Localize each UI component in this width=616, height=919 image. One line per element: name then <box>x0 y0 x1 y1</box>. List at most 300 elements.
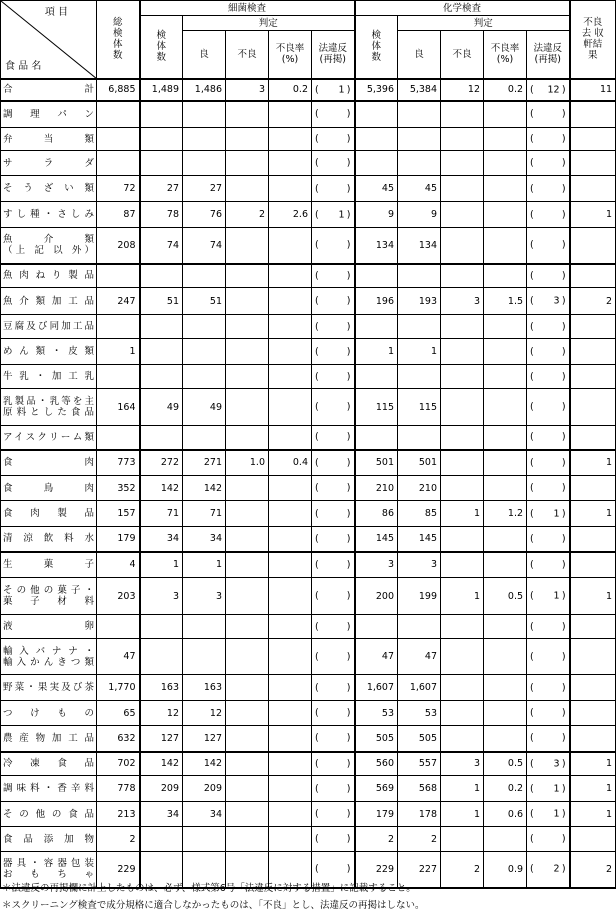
paren-close: ) <box>346 651 351 662</box>
paren-open: ( <box>530 863 534 875</box>
table-row <box>1 101 616 128</box>
c-n-cell: 501 <box>355 450 398 476</box>
c-rate-cell: 0.2 <box>484 776 527 802</box>
food-name: 魚介類加工品 <box>3 295 94 307</box>
b-good-cell: 142 <box>183 752 226 776</box>
paren-open: ( <box>530 651 534 662</box>
c-bad-cell: 1 <box>441 578 484 615</box>
food-name: 器具・容器包装 <box>3 858 94 870</box>
b-rate-cell <box>269 264 312 288</box>
paren-open: ( <box>315 732 319 744</box>
food-name-cell <box>1 389 97 426</box>
paren-close: ) <box>561 133 566 145</box>
c-n-cell: 86 <box>355 501 398 527</box>
b-rate-cell <box>269 726 312 752</box>
violation-count: 3 <box>553 295 560 307</box>
c-n-cell <box>355 264 398 288</box>
food-name: 牛乳・加工乳 <box>3 371 94 382</box>
violation-count: 1 <box>553 808 560 820</box>
b-n-cell <box>140 827 183 852</box>
bact-good-header: 良 <box>183 31 226 79</box>
paren-open: ( <box>530 808 534 820</box>
b-rate-cell: 2.6 <box>269 202 312 228</box>
past-cell <box>570 701 616 726</box>
food-name-cell <box>1 101 97 128</box>
c-good-cell: 2 <box>398 827 441 852</box>
c-bad-cell: 1 <box>441 501 484 527</box>
b-n-cell <box>140 128 183 151</box>
total-cell <box>97 315 140 339</box>
c-n-cell: 134 <box>355 228 398 264</box>
paren-open: ( <box>315 133 319 145</box>
b-bad-cell <box>226 101 269 128</box>
c-bad-cell <box>441 426 484 450</box>
paren-open: ( <box>530 183 534 194</box>
paren-close: ) <box>346 108 351 120</box>
chem-violation-cell <box>527 128 570 151</box>
bact-violation-cell <box>312 365 355 389</box>
c-n-cell: 1,607 <box>355 675 398 701</box>
paren-open: ( <box>315 707 319 719</box>
c-good-cell: 178 <box>398 802 441 827</box>
past-cell: 1 <box>570 752 616 776</box>
b-rate-cell <box>269 615 312 639</box>
chem-violation-cell <box>527 578 570 615</box>
table-row <box>1 228 616 264</box>
past-cell <box>570 264 616 288</box>
paren-close: ) <box>561 239 566 251</box>
paren-open: ( <box>530 346 534 357</box>
food-name-cell <box>1 639 97 675</box>
b-rate-cell <box>269 389 312 426</box>
chem-violation-cell <box>527 639 570 675</box>
c-good-cell: 193 <box>398 288 441 315</box>
paren-open: ( <box>530 457 534 469</box>
violation-count: 1 <box>338 209 345 220</box>
c-rate-cell <box>484 315 527 339</box>
bact-violation-cell <box>312 450 355 476</box>
c-n-cell: 505 <box>355 726 398 752</box>
paren-open: ( <box>530 590 534 602</box>
b-rate-cell <box>269 128 312 151</box>
bact-violation-cell <box>312 202 355 228</box>
food-name-cell <box>1 701 97 726</box>
b-rate-cell <box>269 339 312 365</box>
b-n-cell: 71 <box>140 501 183 527</box>
paren-open: ( <box>315 295 319 307</box>
food-name: 食 鳥 肉 <box>3 482 94 494</box>
table-row <box>1 675 616 701</box>
paren-close: ) <box>561 401 566 413</box>
chem-samples-header: 検体数 <box>355 16 398 79</box>
chem-violation-cell <box>527 852 570 888</box>
c-n-cell: 210 <box>355 476 398 501</box>
paren-close: ) <box>346 732 351 744</box>
paren-open: ( <box>530 707 534 719</box>
food-name-cell <box>1 128 97 151</box>
food-name-cell <box>1 827 97 852</box>
b-bad-cell <box>226 365 269 389</box>
c-rate-cell <box>484 450 527 476</box>
b-good-cell: 71 <box>183 501 226 527</box>
paren-open: ( <box>315 431 319 443</box>
c-bad-cell <box>441 264 484 288</box>
b-good-cell <box>183 827 226 852</box>
c-rate-cell <box>484 726 527 752</box>
total-cell: 164 <box>97 389 140 426</box>
paren-close: ) <box>346 783 351 794</box>
past-cell: 11 <box>570 79 616 101</box>
food-name-cell <box>1 726 97 752</box>
total-cell: 213 <box>97 802 140 827</box>
paren-close: ) <box>561 533 566 545</box>
c-bad-cell <box>441 615 484 639</box>
c-rate-cell <box>484 615 527 639</box>
past-cell <box>570 615 616 639</box>
table-row <box>1 288 616 315</box>
total-cell: 773 <box>97 450 140 476</box>
b-rate-cell <box>269 176 312 202</box>
past-cell: 1 <box>570 501 616 527</box>
food-name-cell <box>1 776 97 802</box>
paren-close: ) <box>346 209 351 220</box>
chem-violation-cell <box>527 552 570 578</box>
b-good-cell <box>183 128 226 151</box>
c-rate-cell: 0.2 <box>484 79 527 101</box>
c-good-cell <box>398 151 441 176</box>
paren-open: ( <box>315 783 319 794</box>
bact-violation-cell <box>312 228 355 264</box>
item-header: 項 目 <box>44 7 68 18</box>
total-cell: 632 <box>97 726 140 752</box>
b-n-cell <box>140 339 183 365</box>
bact-violation-cell <box>312 264 355 288</box>
chemical-test-header: 化学検査 <box>355 1 570 16</box>
paren-close: ) <box>561 270 566 282</box>
b-good-cell <box>183 315 226 339</box>
past-cell <box>570 151 616 176</box>
c-good-cell <box>398 315 441 339</box>
total-cell: 2 <box>97 827 140 852</box>
chem-rate-header: 不良率(%) <box>484 31 527 79</box>
c-n-cell: 47 <box>355 639 398 675</box>
food-name-line2: （上 記 以 外） <box>3 245 94 257</box>
paren-open: ( <box>530 209 534 220</box>
total-cell <box>97 151 140 176</box>
paren-open: ( <box>530 108 534 120</box>
b-rate-cell <box>269 578 312 615</box>
paren-close: ) <box>561 863 566 875</box>
c-bad-cell: 2 <box>441 852 484 888</box>
b-n-cell <box>140 101 183 128</box>
b-good-cell: 27 <box>183 176 226 202</box>
chem-violation-cell <box>527 752 570 776</box>
food-name: 液 卵 <box>3 621 94 632</box>
chem-violation-cell <box>527 151 570 176</box>
total-cell: 208 <box>97 228 140 264</box>
paren-open: ( <box>315 183 319 194</box>
paren-open: ( <box>530 508 534 519</box>
chem-violation-cell <box>527 701 570 726</box>
paren-close: ) <box>346 508 351 519</box>
c-n-cell: 145 <box>355 527 398 552</box>
c-rate-cell <box>484 827 527 852</box>
paren-open: ( <box>530 133 534 145</box>
paren-close: ) <box>346 346 351 357</box>
food-name: 豆腐及び同加工品 <box>3 321 94 332</box>
c-bad-cell <box>441 151 484 176</box>
paren-open: ( <box>530 239 534 251</box>
violation-count: 3 <box>553 758 560 770</box>
paren-close: ) <box>561 295 566 307</box>
past-cell <box>570 176 616 202</box>
c-rate-cell <box>484 101 527 128</box>
bact-bad-header: 不良 <box>226 31 269 79</box>
c-n-cell: 115 <box>355 389 398 426</box>
c-n-cell <box>355 315 398 339</box>
paren-close: ) <box>561 732 566 744</box>
b-bad-cell <box>226 827 269 852</box>
c-rate-cell: 0.6 <box>484 802 527 827</box>
paren-open: ( <box>315 533 319 545</box>
table-row <box>1 202 616 228</box>
b-rate-cell <box>269 552 312 578</box>
bact-violation-cell <box>312 101 355 128</box>
food-name-cell <box>1 552 97 578</box>
b-bad-cell: 1.0 <box>226 450 269 476</box>
bact-violation-cell <box>312 288 355 315</box>
b-bad-cell <box>226 151 269 176</box>
food-name-cell <box>1 365 97 389</box>
food-name: サ ラ ダ <box>3 157 94 169</box>
b-n-cell: 49 <box>140 389 183 426</box>
table-row <box>1 776 616 802</box>
b-rate-cell <box>269 151 312 176</box>
b-n-cell: 74 <box>140 228 183 264</box>
food-name-cell <box>1 202 97 228</box>
b-n-cell: 51 <box>140 288 183 315</box>
c-bad-cell: 1 <box>441 776 484 802</box>
chem-violation-cell <box>527 827 570 852</box>
paren-open: ( <box>315 508 319 519</box>
table-row <box>1 527 616 552</box>
past-cell <box>570 101 616 128</box>
bact-violation-cell <box>312 552 355 578</box>
c-good-cell: 53 <box>398 701 441 726</box>
paren-open: ( <box>530 84 534 95</box>
paren-open: ( <box>315 682 319 693</box>
b-rate-cell <box>269 501 312 527</box>
c-good-cell: 85 <box>398 501 441 527</box>
paren-open: ( <box>530 682 534 693</box>
c-bad-cell <box>441 675 484 701</box>
paren-close: ) <box>346 371 351 382</box>
chem-violation-cell <box>527 228 570 264</box>
food-name: その他の食品 <box>3 808 94 820</box>
b-n-cell: 163 <box>140 675 183 701</box>
b-good-cell <box>183 101 226 128</box>
c-bad-cell <box>441 476 484 501</box>
c-good-cell: 199 <box>398 578 441 615</box>
b-bad-cell <box>226 752 269 776</box>
c-rate-cell <box>484 339 527 365</box>
paren-close: ) <box>561 808 566 820</box>
b-good-cell: 209 <box>183 776 226 802</box>
food-name: 生 菓 子 <box>3 559 94 571</box>
bact-rate-header: 不良率(%) <box>269 31 312 79</box>
past-cell <box>570 726 616 752</box>
b-n-cell: 272 <box>140 450 183 476</box>
c-n-cell <box>355 365 398 389</box>
paren-close: ) <box>346 431 351 443</box>
c-rate-cell <box>484 552 527 578</box>
past-cell: 1 <box>570 202 616 228</box>
c-n-cell <box>355 615 398 639</box>
b-good-cell: 1,486 <box>183 79 226 101</box>
b-n-cell <box>140 315 183 339</box>
header-corner-cell <box>1 1 97 79</box>
paren-close: ) <box>346 559 351 571</box>
food-name-cell <box>1 426 97 450</box>
food-name: その他の菓子・ <box>3 585 94 596</box>
total-cell: 352 <box>97 476 140 501</box>
c-bad-cell <box>441 202 484 228</box>
c-rate-cell <box>484 639 527 675</box>
paren-close: ) <box>561 590 566 602</box>
c-good-cell <box>398 426 441 450</box>
violation-count: 1 <box>338 84 345 95</box>
past-cell: 1 <box>570 802 616 827</box>
paren-open: ( <box>315 651 319 662</box>
paren-open: ( <box>315 321 319 332</box>
b-good-cell: 34 <box>183 527 226 552</box>
b-good-cell <box>183 264 226 288</box>
c-bad-cell <box>441 128 484 151</box>
b-rate-cell: 0.2 <box>269 79 312 101</box>
c-rate-cell <box>484 527 527 552</box>
bact-violation-cell <box>312 501 355 527</box>
b-bad-cell: 3 <box>226 79 269 101</box>
table-row <box>1 476 616 501</box>
b-n-cell <box>140 264 183 288</box>
table-row <box>1 79 616 101</box>
food-name: そ う ざ い 類 <box>3 183 94 194</box>
c-rate-cell <box>484 701 527 726</box>
food-name-cell <box>1 288 97 315</box>
c-rate-cell <box>484 176 527 202</box>
c-bad-cell <box>441 527 484 552</box>
bact-violation-cell <box>312 639 355 675</box>
b-rate-cell <box>269 527 312 552</box>
c-good-cell <box>398 128 441 151</box>
c-n-cell: 179 <box>355 802 398 827</box>
c-good-cell: 145 <box>398 527 441 552</box>
b-n-cell <box>140 365 183 389</box>
b-bad-cell <box>226 701 269 726</box>
paren-open: ( <box>530 732 534 744</box>
b-bad-cell <box>226 675 269 701</box>
food-name-cell <box>1 527 97 552</box>
food-name: 合 計 <box>3 84 94 95</box>
violation-count: 1 <box>553 508 560 519</box>
c-n-cell: 1 <box>355 339 398 365</box>
food-name-cell <box>1 675 97 701</box>
paren-close: ) <box>561 833 566 845</box>
b-bad-cell <box>226 228 269 264</box>
table-row <box>1 128 616 151</box>
paren-close: ) <box>561 707 566 719</box>
chem-violation-cell <box>527 79 570 101</box>
b-n-cell: 1,489 <box>140 79 183 101</box>
past-cell <box>570 527 616 552</box>
chem-violation-cell <box>527 426 570 450</box>
bact-violation-cell <box>312 389 355 426</box>
chem-violation-cell <box>527 776 570 802</box>
chem-judgment-header: 判定 <box>398 16 570 31</box>
paren-open: ( <box>530 371 534 382</box>
b-n-cell: 12 <box>140 701 183 726</box>
food-name-cell <box>1 339 97 365</box>
b-rate-cell: 0.4 <box>269 450 312 476</box>
bact-violation-cell <box>312 675 355 701</box>
b-bad-cell <box>226 426 269 450</box>
paren-open: ( <box>530 833 534 845</box>
bact-violation-cell <box>312 701 355 726</box>
paren-close: ) <box>561 508 566 519</box>
past-cell <box>570 827 616 852</box>
paren-open: ( <box>530 431 534 443</box>
c-bad-cell <box>441 726 484 752</box>
paren-close: ) <box>346 808 351 820</box>
total-cell: 778 <box>97 776 140 802</box>
c-good-cell: 1,607 <box>398 675 441 701</box>
b-n-cell: 127 <box>140 726 183 752</box>
chem-violation-cell <box>527 615 570 639</box>
b-rate-cell <box>269 639 312 675</box>
c-good-cell: 3 <box>398 552 441 578</box>
bact-violation-cell <box>312 426 355 450</box>
food-name: 食 肉 <box>3 457 94 469</box>
b-good-cell: 76 <box>183 202 226 228</box>
paren-open: ( <box>315 559 319 571</box>
past-cell: 1 <box>570 776 616 802</box>
past-cell: 2 <box>570 852 616 888</box>
b-n-cell: 1 <box>140 552 183 578</box>
food-name: すし種・さしみ <box>3 209 94 220</box>
paren-close: ) <box>346 401 351 413</box>
food-name-header: 食 品 名 <box>5 60 42 72</box>
paren-open: ( <box>315 239 319 251</box>
b-good-cell: 51 <box>183 288 226 315</box>
c-rate-cell: 1.5 <box>484 288 527 315</box>
paren-open: ( <box>530 270 534 282</box>
table-row <box>1 701 616 726</box>
table-row <box>1 151 616 176</box>
bact-violation-cell <box>312 726 355 752</box>
chem-violation-cell <box>527 176 570 202</box>
b-rate-cell <box>269 752 312 776</box>
c-bad-cell <box>441 552 484 578</box>
paren-open: ( <box>530 401 534 413</box>
chem-violation-cell <box>527 101 570 128</box>
food-name: 清 涼 飲 料 水 <box>3 533 94 545</box>
past-cell <box>570 552 616 578</box>
paren-close: ) <box>561 651 566 662</box>
food-name-cell <box>1 315 97 339</box>
food-name-cell <box>1 450 97 476</box>
paren-close: ) <box>346 707 351 719</box>
paren-close: ) <box>346 321 351 332</box>
